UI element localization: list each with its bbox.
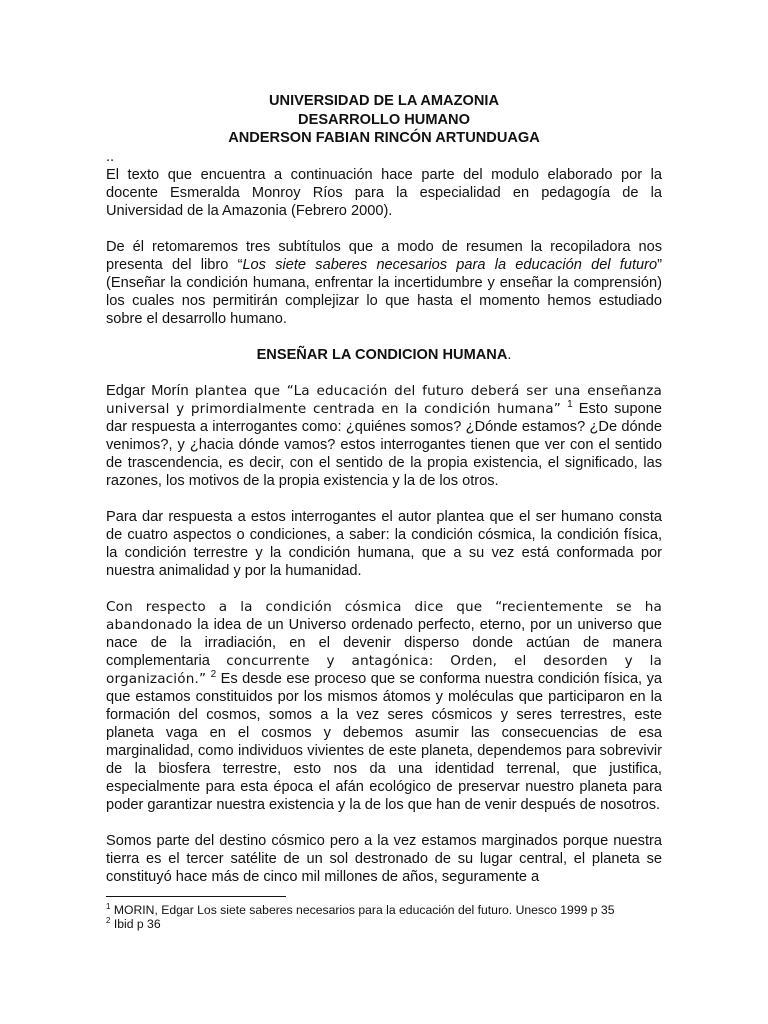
paragraph-cosmic-destiny: Somos parte del destino cósmico pero a la vez estamos marginados porque nuestra tierra es el tercer satélite de un sol destronado de su lugar central, el planeta se constituyó hace más de cinco mil millones de años, seguramente a [106, 832, 662, 885]
footnote-1: $^1$ MORIN, Edgar Los siete saberes necesarios para la educación del futuro. Unesco 1999 p 35 [106, 902, 615, 917]
footnote-divider [106, 896, 286, 897]
footnote-ref-2[interactable]: 2 [210, 668, 217, 680]
paragraph-book-reference: De él retomaremos tres subtítulos que a modo de resumen la recopiladora nos presenta del libro “Los siete saberes necesarios para la educación del futuro” (Enseñar la condición humana, enfrentar la incertidumbre y enseñar la comprensión) los cuales nos permitirán complejizar lo que hasta el momento hemos estudiado sobre el desarrollo humano. [106, 238, 662, 327]
paragraph-morin: Edgar Morín plantea que “La educación del futuro deberá ser una enseñanza universal y primordialmente centrada en la condición humana” $^1$ Esto supone dar respuesta a interrogantes como: ¿quiénes somos? ¿Dónde estamos? ¿De dónde venimos?, y ¿hacia dónde vamos? estos interrogantes tienen que ver con el sentido de trascendencia, es decir, con el sentido de la propia existencia, el significado, las razones, los motivos de la propia existencia y la de los otros. [106, 382, 662, 489]
document-header [106, 92, 662, 148]
paragraph-conditions: Para dar respuesta a estos interrogantes el autor plantea que el ser humano consta de cuatro aspectos o condiciones, a saber: la condición cósmica, la condición física, la condición terrestre y la condición humana, que a su vez está conformada por nuestra animalidad y por la humanidad. [106, 508, 662, 579]
cosmic-quote: Con respecto a la condición cósmica dice que “recientemente se ha abandonado [106, 598, 662, 633]
section-heading: ENSEÑAR LA CONDICION HUMANA. [256, 346, 512, 363]
book-title: Los siete saberes necesarios para la educación del futuro [242, 256, 658, 273]
dots-marker: .. [106, 148, 115, 165]
cosmic-quote-end: concurrente y antagónica: Orden, el desorden y la organización.” [106, 652, 662, 687]
document-body [106, 92, 662, 886]
footnotes [106, 896, 662, 931]
footnote-2: $^2$ Ibid p 36 [106, 916, 161, 931]
author-name: ANDERSON FABIAN RINCÓN ARTUNDUAGA [228, 130, 540, 146]
footnote-ref-1[interactable]: 1 [567, 398, 573, 410]
paragraph-cosmic-condition: Con respecto a la condición cósmica dice que “recientemente se ha abandonado la idea de un Universo ordenado perfecto, eterno, por un universo que nace de la irradiación, en el devenir disperso donde actúan de manera complementaria concurrente y antagónica: Orden, el desorden y la organización.” $^2$ Es desde ese proceso que se conforma nuestra condición física, ya que estamos constituidos por los mismos átomos y moléculas que participaron en la formación del cosmos, somos a la vez seres cósmicos y seres terrestres, este planeta vaga en el cosmos y debemos asumir las consecuencias de esa marginalidad, como individuos vivientes de este planeta, dependemos para sobrevivir de la biosfera terrestre, esto nos da una identidad terrenal, que justifica, especialmente para esta época el afán ecológico de preservar nuestro planeta para poder garantizar nuestra existencia y la de los que han de venir después de nosotros. [106, 598, 662, 813]
course-title: DESARROLLO HUMANO [298, 111, 470, 128]
university-title: UNIVERSIDAD DE LA AMAZONIA [269, 93, 499, 109]
paragraph-intro: El texto que encuentra a continuación hace parte del modulo elaborado por la docente Esmeralda Monroy Ríos para la especialidad en pedagogía de la Universidad de la Amazonia (Febrero 2000). [106, 166, 662, 219]
morin-quote: plantea que “La educación del futuro deberá ser una enseñanza universal y primordialmente centrada en la condición humana” [106, 382, 662, 417]
